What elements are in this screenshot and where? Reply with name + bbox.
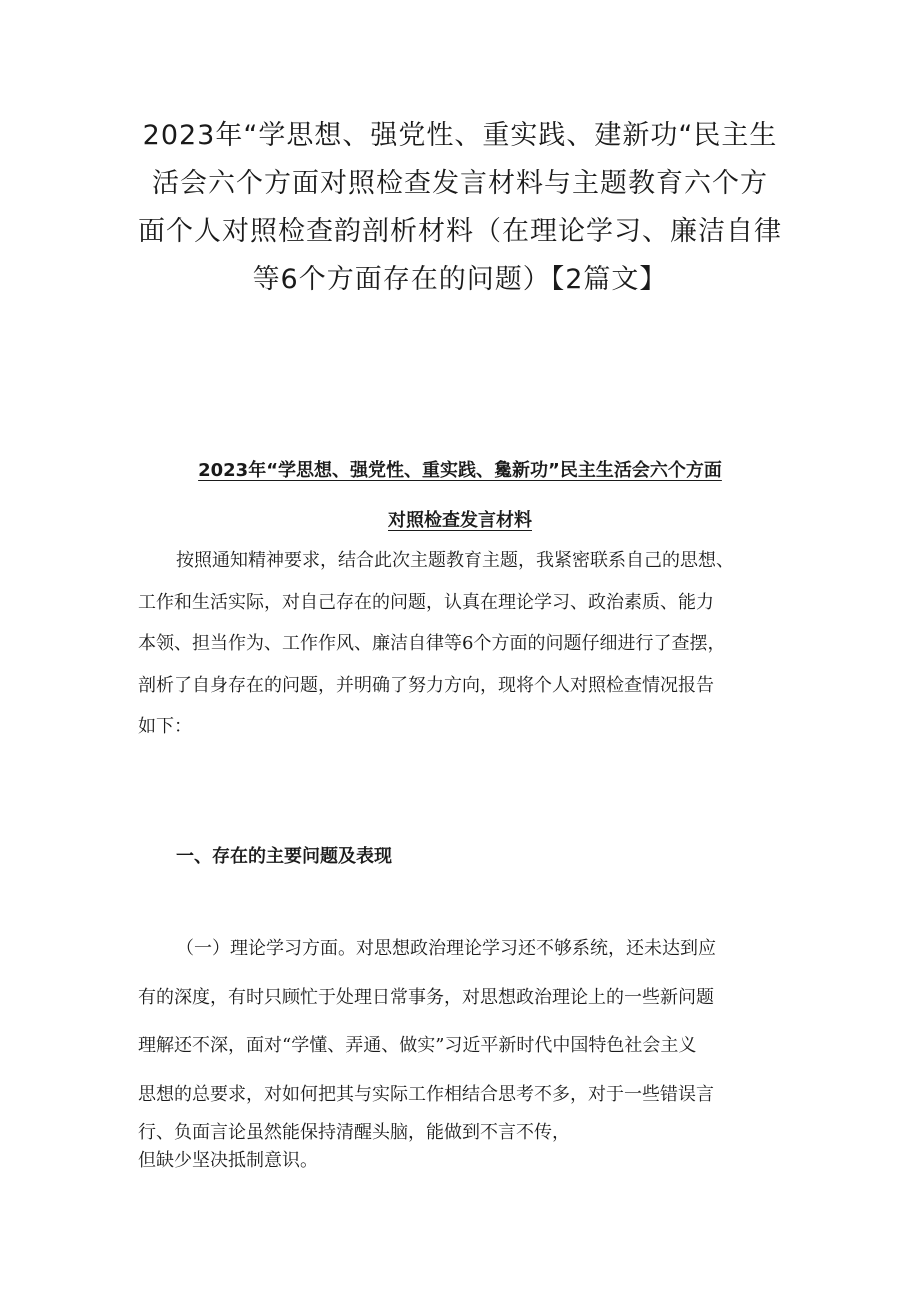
paragraph-line: 本领、担当作为、工作作风、廉洁自律等6个方面的问题仔细进行了查摆， <box>138 633 726 654</box>
title-line: 面个人对照检查韵剖析材料（在理论学习、廉洁自律 <box>138 216 782 247</box>
body-paragraph <box>138 925 798 1175</box>
paragraph-line: （一）理论学习方面。对思想政治理论学习还不够系统，还未达到应 <box>176 938 716 959</box>
title-line: 等6个方面存在的问题）【2篇文】 <box>252 264 668 295</box>
intro-paragraph <box>138 540 798 748</box>
paragraph-line: 有的深度，有时只顾忙于处理日常事务，对思想政治理论上的一些新问题 <box>138 986 714 1008</box>
paragraph-line: 剖析了自身存在的问题，并明确了努力方向，现将个人对照检查情况报告 <box>138 674 714 696</box>
section-heading: 一、存在的主要问题及表现 <box>176 846 392 867</box>
section-title-line: 2023年“学思想、强党性、重实践、毚新功”民主生活会六个方面 <box>198 460 722 481</box>
paragraph-line: 思想的总要求，对如何把其与实际工作相结合思考不多，对于一些错误言 <box>138 1083 714 1105</box>
paragraph-line: 理解还不深，面对“学懂、弄通、做实”习近平新时代中国特色社会主义 <box>138 1035 697 1056</box>
paragraph-line: 如下： <box>138 716 192 737</box>
paragraph-line: 但缺少坚决抵制意识。 <box>138 1150 318 1171</box>
title-line: 活会六个方面对照检查发言材料与主题教育六个方 <box>152 168 768 199</box>
title-line: 2023年“学思想、强党性、重实践、建新功“民主生 <box>142 120 778 151</box>
section-title-line: 对照检查发言材料 <box>388 510 532 531</box>
paragraph-line: 工作和生活实际，对自己存在的问题，认真在理论学习、政治素质、能力 <box>138 591 714 613</box>
document-title <box>110 112 810 304</box>
paragraph-line: 行、负面言论虽然能保持清醒头脑，能做到不言不传， <box>138 1122 570 1143</box>
paragraph-line: 按照通知精神要求，结合此次主题教育主题，我紧密联系自己的思想、 <box>176 550 734 571</box>
